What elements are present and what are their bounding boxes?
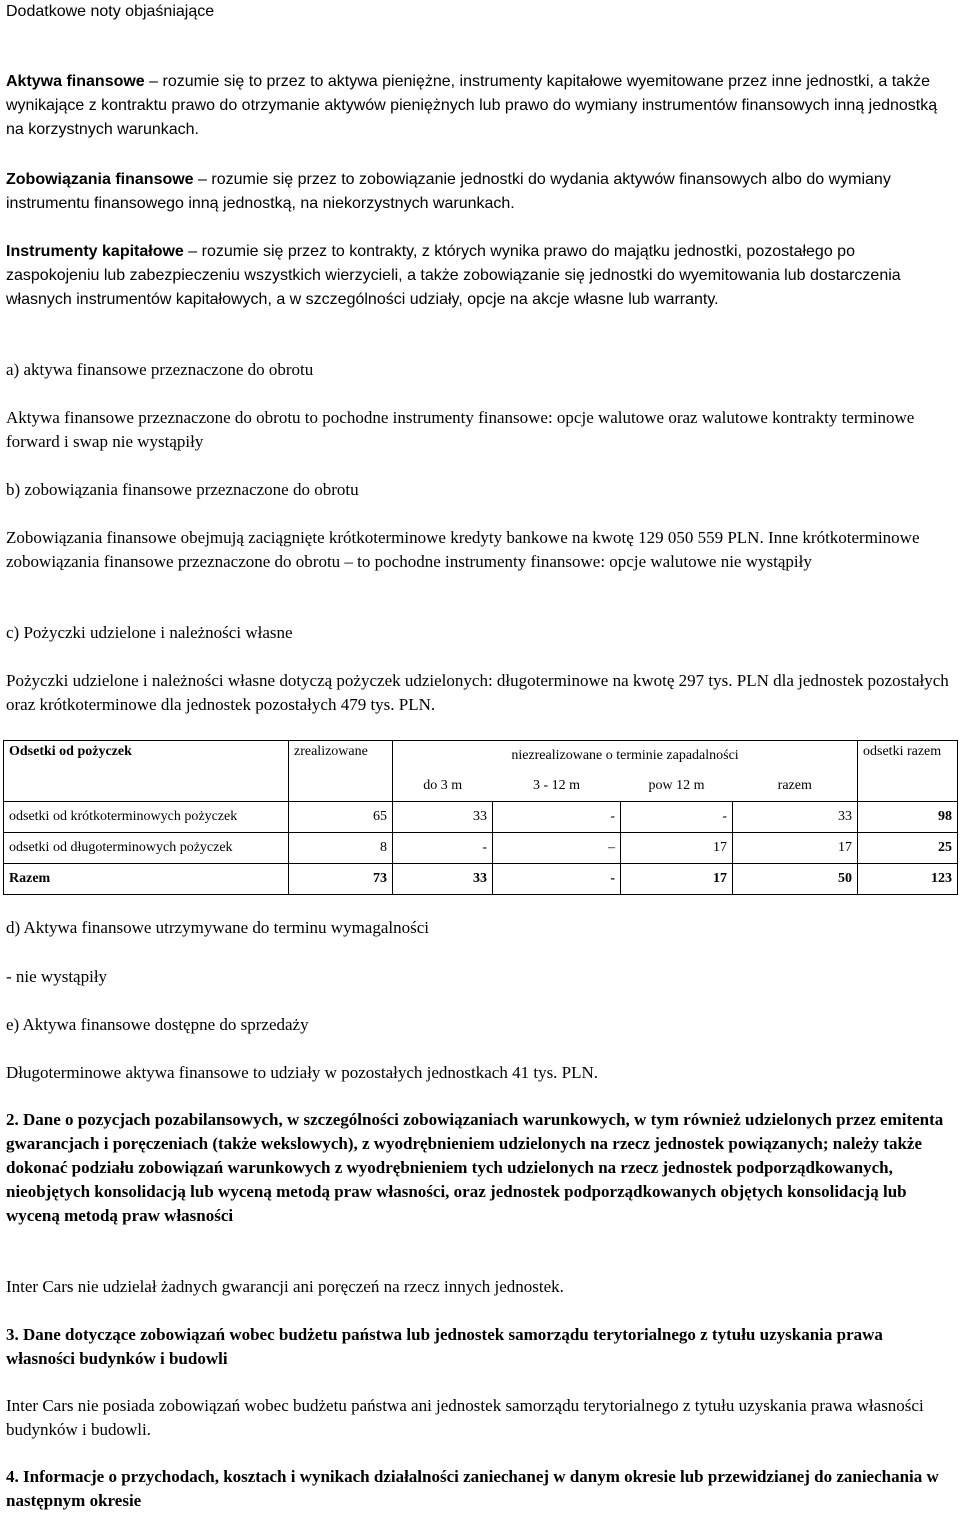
table-row-total (4, 864, 958, 895)
text-a: Aktywa finansowe przeznaczone do obrotu to pochodne instrumenty finansowe: opcje walutowe oraz walutowe kontrakty terminowe forward i swap nie wystąpiły (6, 408, 915, 451)
header-zrealizowane: zrealizowane (289, 741, 393, 802)
section-4-heading: 4. Informacje o przychodach, kosztach i wynikach działalności zaniechanej w danym okresie lub przewidzianej do zaniechania w następnym okresie (6, 1467, 939, 1510)
page-title: Dodatkowe noty objaśniające (6, 3, 215, 20)
table-row (4, 833, 958, 864)
cell-pow-12m: 17 (621, 864, 733, 895)
definition-aktywa-finansowe (6, 70, 951, 142)
heading-a: a) aktywa finansowe przeznaczone do obrotu (6, 360, 314, 379)
cell-zreal: 65 (289, 802, 393, 833)
section-3-heading: 3. Dane dotyczące zobowiązań wobec budżetu państwa lub jednostek samorządu terytorialnego z tytułu uzyskania prawa własności budynków i budowli (6, 1325, 883, 1368)
table-row (4, 802, 958, 833)
cell-zreal: 8 (289, 833, 393, 864)
text-c: Pożyczki udzielone i należności własne dotyczą pożyczek udzielonych: długoterminowe na kwotę 297 tys. PLN dla jednostek pozostałych oraz krótkoterminowe dla jednostek pozostałych 479 tys. PLN. (6, 671, 949, 714)
heading-e: e) Aktywa finansowe dostępne do sprzedaży (6, 1015, 309, 1034)
heading-b: b) zobowiązania finansowe przeznaczone do obrotu (6, 480, 359, 499)
section-3-text: Inter Cars nie posiada zobowiązań wobec budżetu państwa ani jednostek samorządu terytorialnego z tytułu uzyskania prawa własności budynków i budowli. (6, 1396, 924, 1439)
cell-pow-12m: 17 (621, 833, 733, 864)
definition-text: – rozumie się przez to kontrakty, z których wynika prawo do majątku jednostki, pozostałego po zaspokojeniu lub zabezpieczeniu wszystkich wierzycieli, a także zobowiązanie się jednostki do wyemitowania lub dostarczenia własnych instrumentów kapitałowych, a w szczególności udziały, opcje na akcje własne lub warranty. (6, 243, 901, 308)
text-d: - nie wystąpiły (6, 967, 108, 986)
cell-do-3m: 33 (393, 864, 493, 895)
term: Zobowiązania finansowe (6, 171, 194, 188)
term: Instrumenty kapitałowe (6, 243, 184, 260)
subheader-razem: razem (733, 771, 858, 802)
row-label: Razem (4, 864, 289, 895)
cell-pow-12m: - (621, 802, 733, 833)
definition-text: – rozumie się to przez to aktywa pieniężne, instrumenty kapitałowe wyemitowane przez inne jednostki, a także wynikające z kontraktu prawo do otrzymanie aktywów pieniężnych lub prawo do wymiany instrumentów finansowych inną jednostką na korzystnych warunkach. (6, 73, 938, 138)
cell-sum: 123 (858, 864, 958, 895)
cell-3-12m: – (493, 833, 621, 864)
interest-table (3, 740, 958, 895)
header-odsetki: Odsetki od pożyczek (4, 741, 289, 802)
text-b: Zobowiązania finansowe obejmują zaciągnięte krótkoterminowe kredyty bankowe na kwotę 129 050 559 PLN. Inne krótkoterminowe zobowiązania finansowe przeznaczone do obrotu – to pochodne instrumenty finansowe: opcje walutowe nie wystąpiły (6, 528, 920, 571)
cell-razem: 50 (733, 864, 858, 895)
cell-razem: 17 (733, 833, 858, 864)
cell-razem: 33 (733, 802, 858, 833)
header-niezrealizowane: niezrealizowane o terminie zapadalności (393, 741, 858, 772)
heading-c: c) Pożyczki udzielone i należności własne (6, 623, 293, 642)
cell-sum: 25 (858, 833, 958, 864)
row-label: odsetki od krótkoterminowych pożyczek (4, 802, 289, 833)
section-2-text: Inter Cars nie udzielał żadnych gwarancji ani poręczeń na rzecz innych jednostek. (6, 1277, 564, 1296)
definition-zobowiazania-finansowe (6, 168, 951, 216)
section-2-heading: 2. Dane o pozycjach pozabilansowych, w szczególności zobowiązaniach warunkowych, w tym również udzielonych przez emitenta gwarancjach i poręczeniach (także wekslowych), z wyodrębnieniem udzielonych na rzecz jednostek powiązanych; należy także dokonać podziału zobowiązań warunkowych z wyodrębnieniem tych udzielonych na rzecz jednostek podporządkowanych, nieobjętych konsolidacją lub wyceną metodą praw własności, oraz jednostek podporządkowanych objętych konsolidacją lub wyceną metodą praw własności (6, 1110, 944, 1225)
subheader-do-3m: do 3 m (393, 771, 493, 802)
header-odsetki-razem: odsetki razem (858, 741, 958, 802)
cell-do-3m: 33 (393, 802, 493, 833)
cell-3-12m: - (493, 802, 621, 833)
table-header-row (4, 741, 958, 772)
cell-3-12m: - (493, 864, 621, 895)
subheader-3-12m: 3 - 12 m (493, 771, 621, 802)
cell-zreal: 73 (289, 864, 393, 895)
definition-instrumenty-kapitalowe (6, 240, 951, 312)
row-label: odsetki od długoterminowych pożyczek (4, 833, 289, 864)
cell-do-3m: - (393, 833, 493, 864)
cell-sum: 98 (858, 802, 958, 833)
heading-d: d) Aktywa finansowe utrzymywane do terminu wymagalności (6, 918, 430, 937)
term: Aktywa finansowe (6, 73, 145, 90)
subheader-pow-12m: pow 12 m (621, 771, 733, 802)
definition-text: – rozumie się przez to zobowiązanie jednostki do wydania aktywów finansowych albo do wymiany instrumentu finansowego inną jednostką, na niekorzystnych warunkach. (6, 171, 891, 212)
text-e: Długoterminowe aktywa finansowe to udziały w pozostałych jednostkach 41 tys. PLN. (6, 1063, 599, 1082)
